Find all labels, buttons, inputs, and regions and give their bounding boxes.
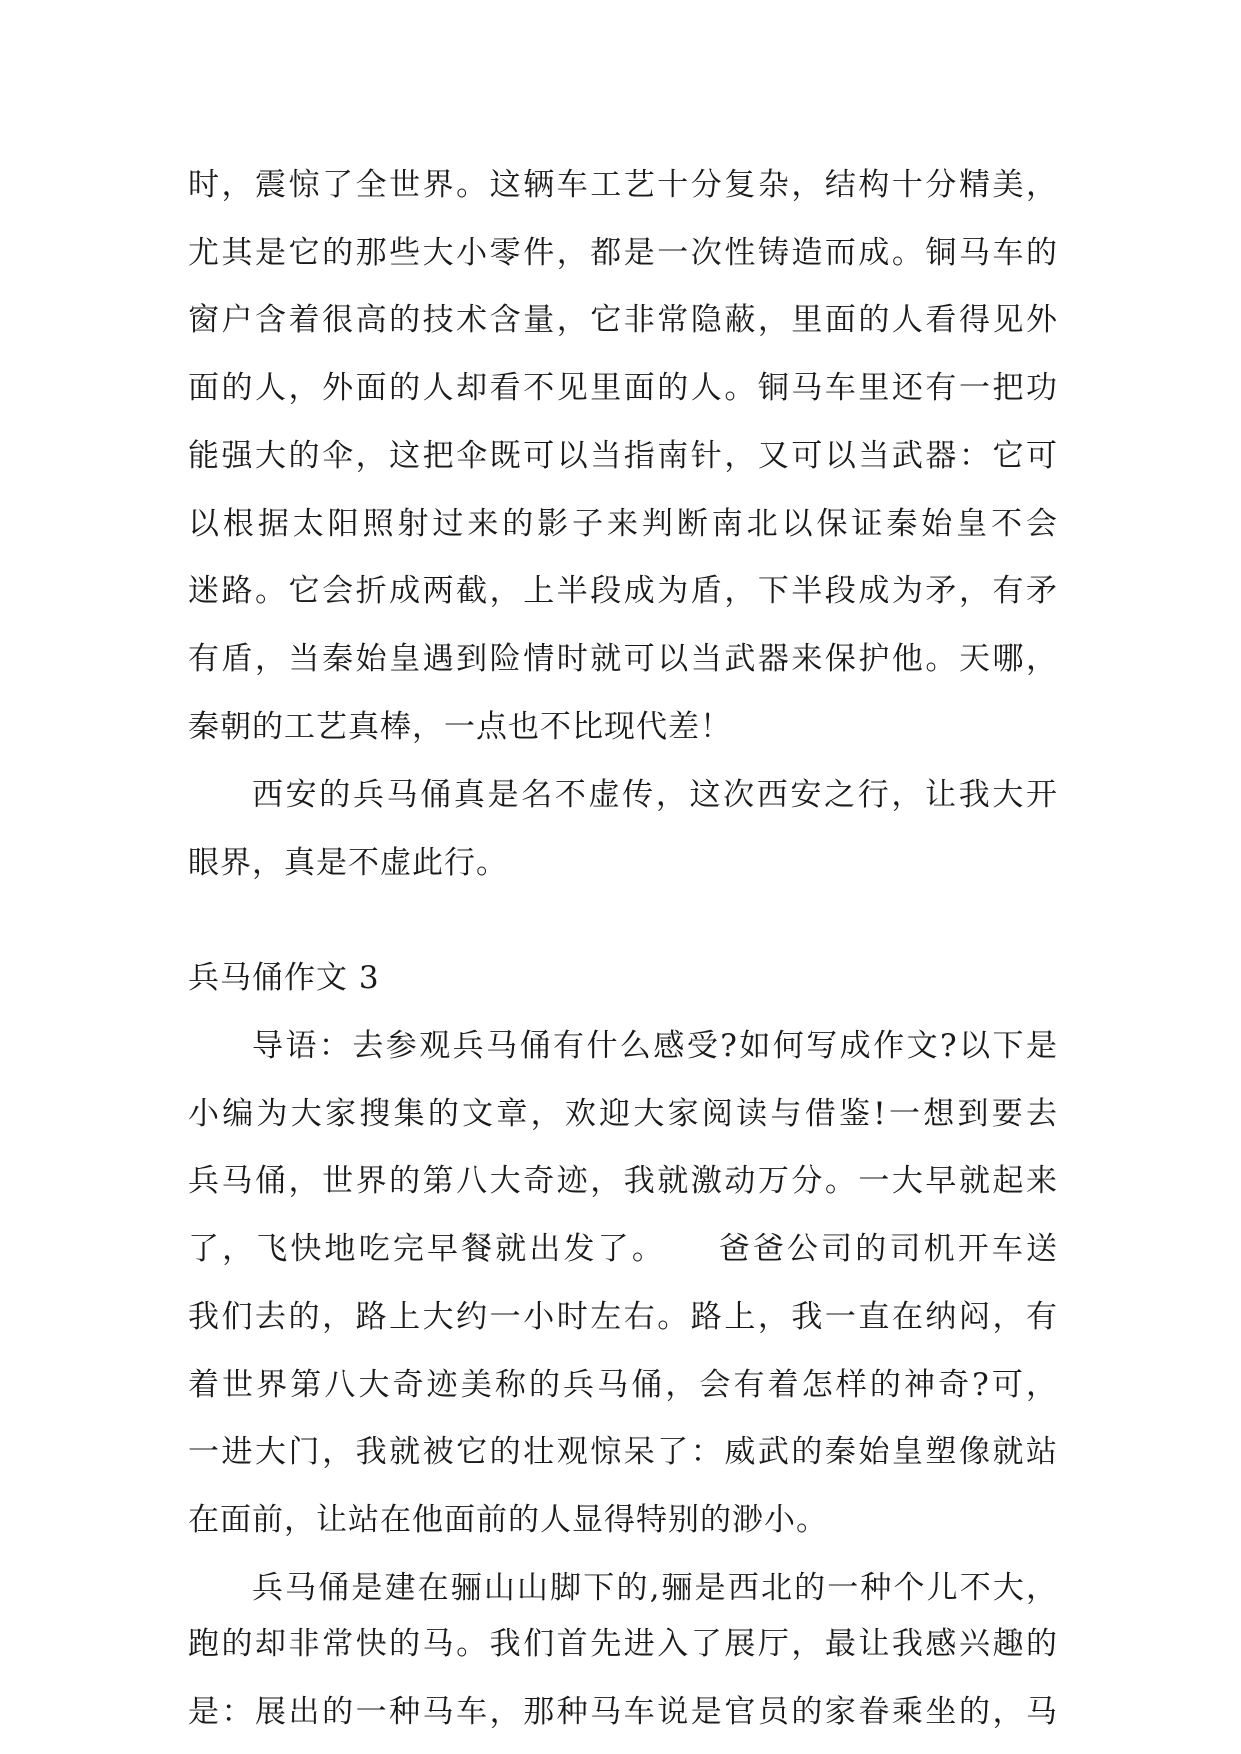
text-line: 兵马俑，世界的第八大奇迹，我就激动万分。一大早就起来 xyxy=(188,1163,1058,1199)
text-line: 跑的却非常快的马。我们首先进入了展厅，最让我感兴趣的 xyxy=(188,1626,1058,1662)
text-line: 时，震惊了全世界。这辆车工艺十分复杂，结构十分精美， xyxy=(188,167,1058,203)
text-line: 秦朝的工艺真棒，一点也不比现代差！ xyxy=(188,709,732,745)
section-heading: 兵马俑作文 3 xyxy=(188,960,380,996)
text-line: 一进大门，我就被它的壮观惊呆了：威武的秦始皇塑像就站 xyxy=(188,1434,1058,1470)
text-line: 了，飞快地吃完早餐就出发了。 爸爸公司的司机开车送 xyxy=(188,1231,1058,1267)
text-line: 以根据太阳照射过来的影子来判断南北以保证秦始皇不会 xyxy=(188,506,1058,542)
text-line: 西安的兵马俑真是名不虚传，这次西安之行，让我大开 xyxy=(252,777,1058,813)
text-line: 兵马俑是建在骊山山脚下的,骊是西北的一种个儿不大， xyxy=(252,1570,1058,1606)
text-line: 小编为大家搜集的文章，欢迎大家阅读与借鉴!一想到要去 xyxy=(188,1096,1058,1132)
text-line: 面的人，外面的人却看不见里面的人。铜马车里还有一把功 xyxy=(188,370,1058,406)
text-line: 有盾，当秦始皇遇到险情时就可以当武器来保护他。天哪， xyxy=(188,641,1058,677)
text-line: 窗户含着很高的技术含量，它非常隐蔽，里面的人看得见外 xyxy=(188,302,1058,338)
text-line: 在面前，让站在他面前的人显得特别的渺小。 xyxy=(188,1502,828,1538)
text-line: 迷路。它会折成两截，上半段成为盾，下半段成为矛，有矛 xyxy=(188,573,1058,609)
text-line: 我们去的，路上大约一小时左右。路上，我一直在纳闷，有 xyxy=(188,1299,1058,1335)
text-line: 是：展出的一种马车，那种马车说是官员的家眷乘坐的，马 xyxy=(188,1694,1058,1730)
text-line: 尤其是它的那些大小零件，都是一次性铸造而成。铜马车的 xyxy=(188,235,1058,271)
text-line: 着世界第八大奇迹美称的兵马俑，会有着怎样的神奇?可， xyxy=(188,1367,1058,1403)
text-line: 眼界，真是不虚此行。 xyxy=(188,845,508,881)
text-line: 导语：去参观兵马俑有什么感受?如何写成作文?以下是 xyxy=(252,1028,1058,1064)
text-line: 能强大的伞，这把伞既可以当指南针，又可以当武器：它可 xyxy=(188,438,1058,474)
